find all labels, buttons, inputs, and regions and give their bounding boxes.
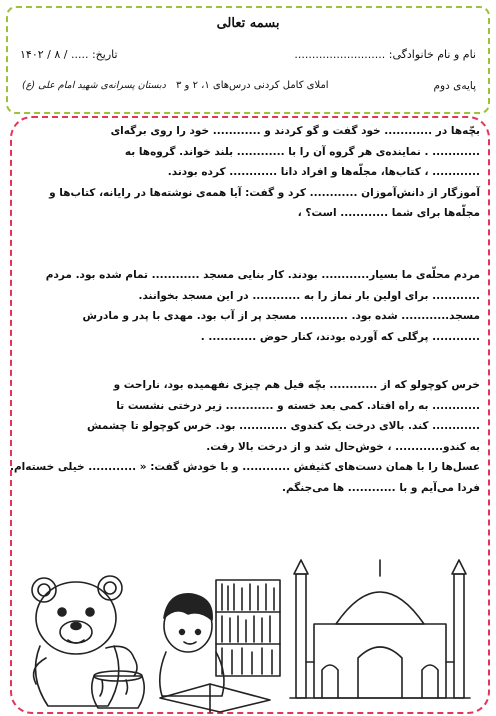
text-line: ............ . نماینده‌ی هر گروه آن را با ............ بلند خواند. گروه‌ها به xyxy=(124,145,480,158)
text-line: ............ به راه افتاد. کمی بعد خسته و ............ زیر درختی نشست تا xyxy=(116,399,480,412)
paragraph-3 xyxy=(9,375,480,498)
text-line: بچّه‌ها در ............ خود گفت و گو کردند و ............ خود را روی برگه‌ای xyxy=(110,125,480,137)
date-field: تاریخ: ..... / ۸ / ۱۴۰۲ xyxy=(20,48,118,61)
paragraph-2 xyxy=(30,265,480,347)
text-line: آموزگار از دانش‌آموزان ............ کرد و گفت: آیا همه‌ی نوشته‌ها در رایانه، کتاب‌ها و xyxy=(49,186,480,199)
text-line: به کندو............ ، خوش‌حال شد و از درخت بالا رفت. xyxy=(206,440,480,453)
bookshelf-icon xyxy=(216,580,280,676)
header-box xyxy=(6,6,490,114)
title: بسمه تعالی xyxy=(216,16,280,31)
text-line: مجلّه‌ها برای شما ............ است؟ ، xyxy=(297,207,480,219)
text-line: فردا می‌آیم و با ............ ها می‌جنگم. xyxy=(281,481,480,494)
bear-icon xyxy=(32,576,134,706)
illustration xyxy=(10,538,486,714)
text-line: مردم محلّه‌ی ما بسیار............ بودند. کار بنایی مسجد ............ تمام شده بود. مردم xyxy=(45,269,480,281)
text-line: ............ پرگلی که آورده بودند، کنار حوض ............ . xyxy=(200,330,480,343)
grade-label: پایه‌ی دوم xyxy=(433,80,476,92)
text-line: عسل‌ها را با همان دست‌های کثیفش ............ و با خودش گفت: « ............ خیلی خسته‌ام. xyxy=(9,461,480,473)
text-line: خرس کوچولو که از ............ بچّه فیل هم چیزی نفهمیده بود، ناراحت و xyxy=(113,379,480,391)
name-field: نام و نام خانوادگی: .......................... xyxy=(294,48,476,61)
paragraph-1 xyxy=(30,121,480,224)
mosque-icon xyxy=(290,560,470,698)
text-line: مسجد............ شده بود. ............ مسجد پر از آب بود. مهدی با پدر و مادرش xyxy=(82,310,480,322)
text-line: ............ برای اولین بار نماز را به ............ در این مسجد بخوانند. xyxy=(138,289,480,302)
topic-label: املای کامل کردنی درس‌های ۱، ۲ و ۳ xyxy=(176,80,329,91)
text-line: ............ ، کتاب‌ها، مجلّه‌ها و افراد دانا ............ کرده بودند. xyxy=(167,166,480,178)
school-name: دبستان پسرانه‌ی شهید امام علی (ع) xyxy=(22,80,166,91)
text-line: ............ کند. بالای درخت یک کندوی ............ بود. خرس کوچولو تا چشمش xyxy=(86,420,480,432)
